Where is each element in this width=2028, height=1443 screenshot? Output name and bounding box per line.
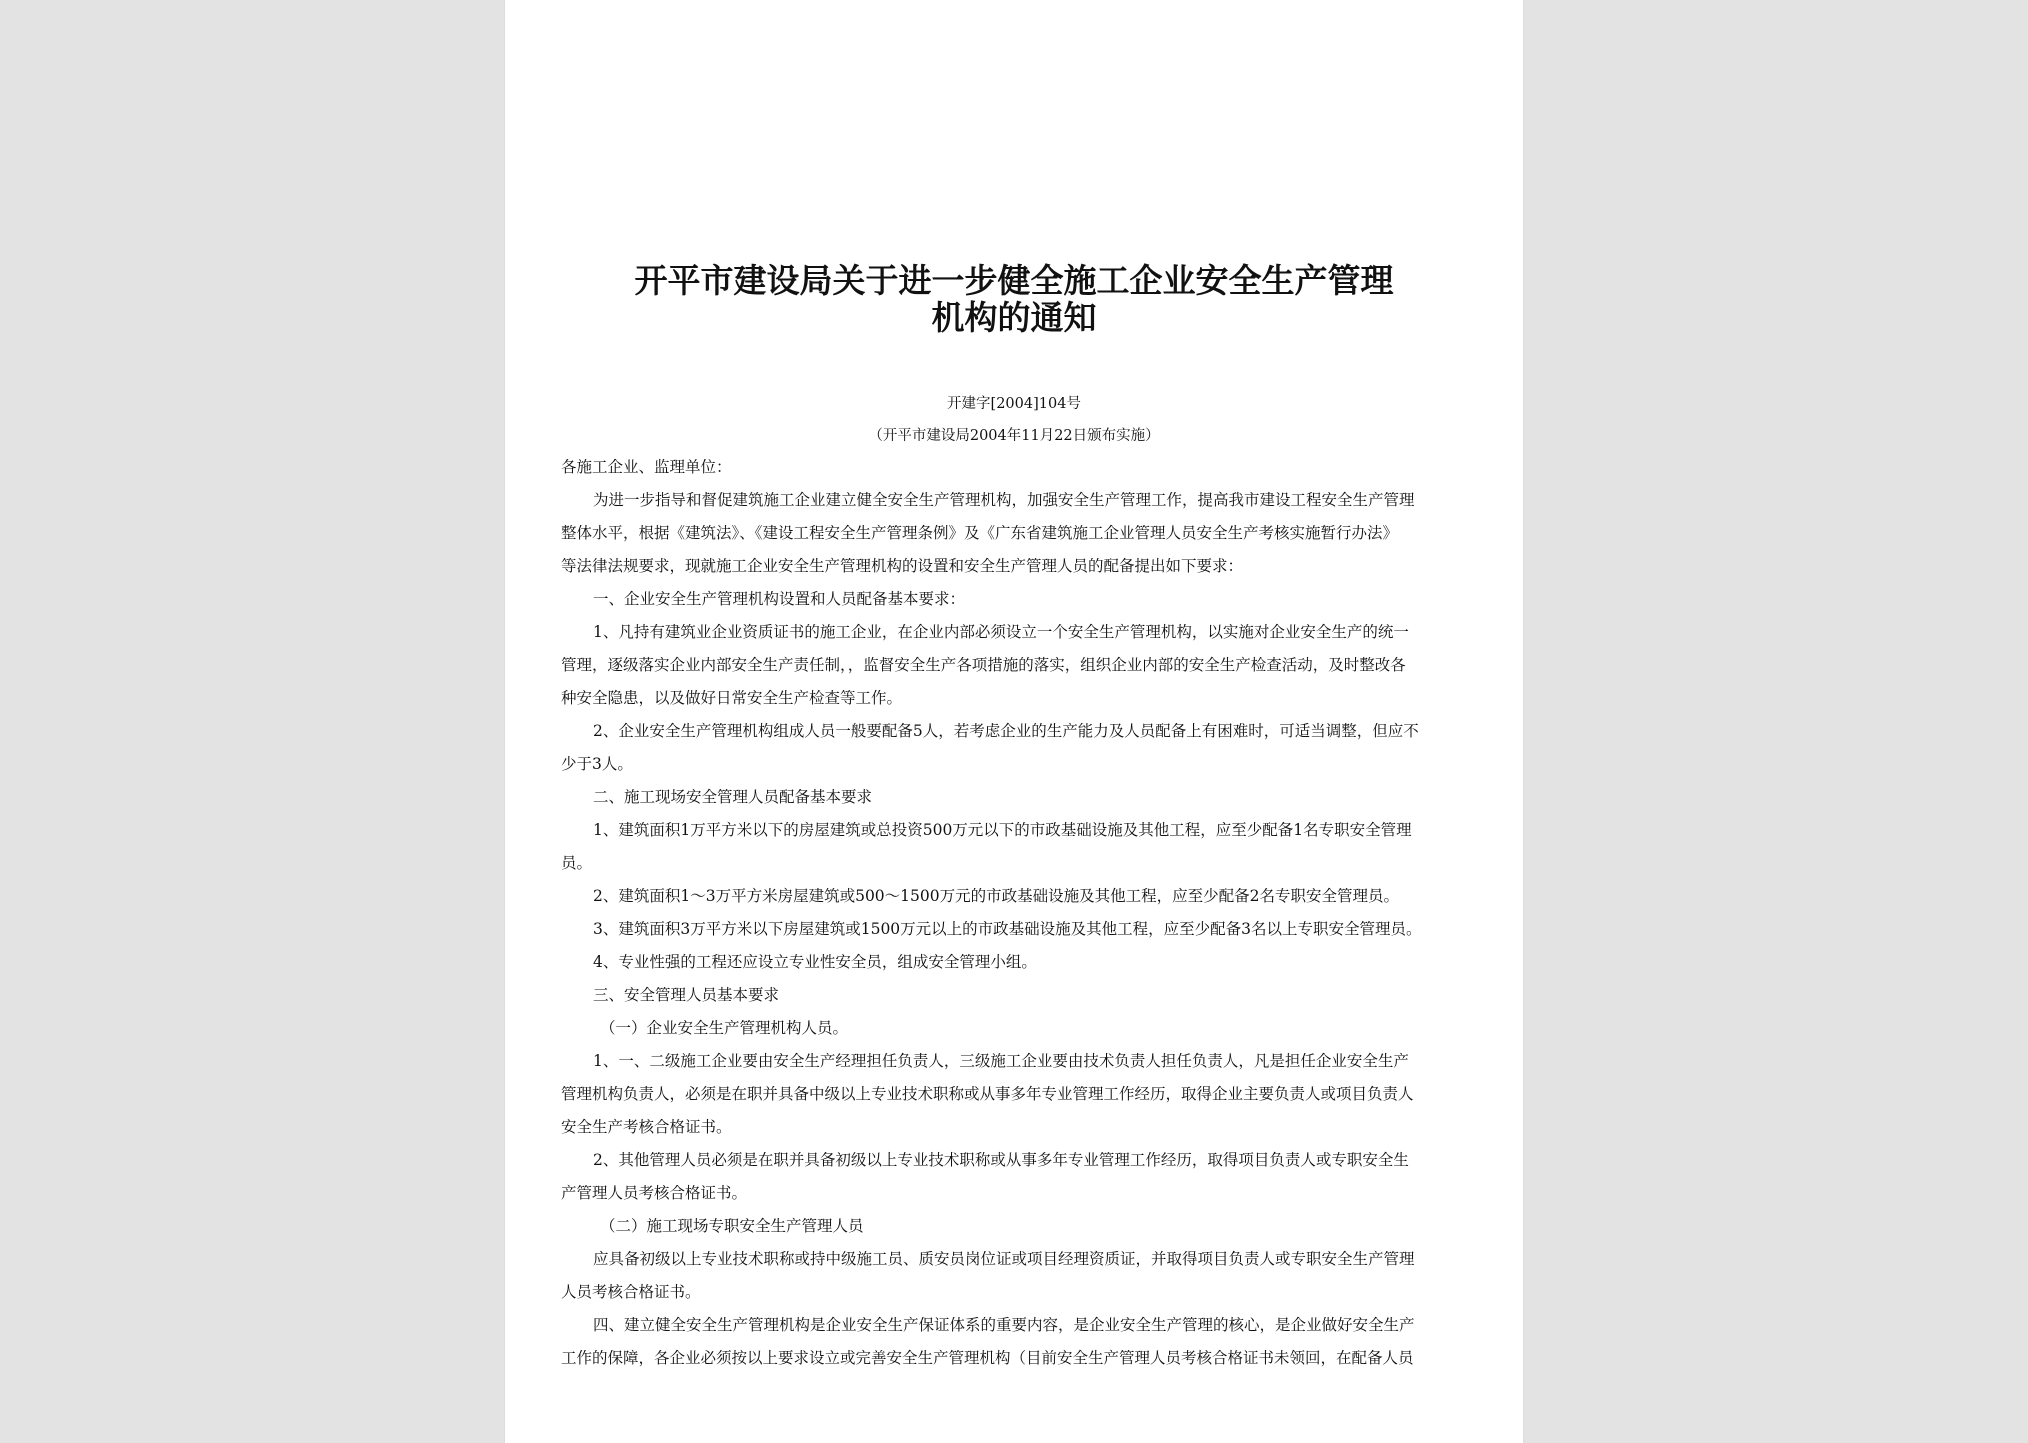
body-line: 1、一、二级施工企业要由安全生产经理担任负责人，三级施工企业要由技术负责人担任负责人，凡是担任企业安全生产 — [593, 1052, 1409, 1070]
body-line: 2、建筑面积1～3万平方米房屋建筑或500～1500万元的市政基础设施及其他工程，应至少配备2名专职安全管理员。 — [593, 887, 1399, 905]
body-line: 4、专业性强的工程还应设立专业性安全员，组成安全管理小组。 — [593, 953, 1037, 971]
body-line: 1、凡持有建筑业企业资质证书的施工企业，在企业内部必须设立一个安全生产管理机构，以实施对企业安全生产的统一 — [593, 623, 1409, 641]
body-line: 产管理人员考核合格证书。 — [561, 1184, 748, 1202]
document-title-line-2: 机构的通知 — [931, 298, 1097, 337]
document-page — [505, 0, 1523, 1443]
body-line: 安全生产考核合格证书。 — [561, 1118, 732, 1136]
body-line: 整体水平，根据《建筑法》、《建设工程安全生产管理条例》及《广东省建筑施工企业管理人员安全生产考核实施暂行办法》 — [561, 524, 1399, 542]
body-line: 为进一步指导和督促建筑施工企业建立健全安全生产管理机构，加强安全生产管理工作，提高我市建设工程安全生产管理 — [593, 491, 1415, 509]
body-line: 工作的保障，各企业必须按以上要求设立或完善安全生产管理机构（目前安全生产管理人员考核合格证书未领回，在配备人员 — [561, 1349, 1414, 1367]
body-line: 2、其他管理人员必须是在职并具备初级以上专业技术职称或从事多年专业管理工作经历，取得项目负责人或专职安全生 — [593, 1151, 1409, 1169]
sub-heading: （一）企业安全生产管理机构人员。 — [600, 1019, 849, 1037]
salutation: 各施工企业、监理单位： — [561, 458, 732, 476]
body-line: 应具备初级以上专业技术职称或持中级施工员、质安员岗位证或项目经理资质证，并取得项目负责人或专职安全生产管理 — [593, 1250, 1415, 1268]
document-number: 开建字[2004]104号 — [947, 396, 1081, 412]
body-line: 少于3人。 — [561, 755, 633, 773]
body-line: 1、建筑面积1万平方米以下的房屋建筑或总投资500万元以下的市政基础设施及其他工程，应至少配备1名专职安全管理 — [593, 821, 1412, 839]
body-line: 3、建筑面积3万平方米以下房屋建筑或1500万元以上的市政基础设施及其他工程，应至少配备3名以上专职安全管理员。 — [593, 920, 1422, 938]
document-title-line-1: 开平市建设局关于进一步健全施工企业安全生产管理 — [634, 261, 1394, 300]
section-heading: 二、施工现场安全管理人员配备基本要求 — [593, 788, 873, 806]
body-line: 管理机构负责人，必须是在职并具备中级以上专业技术职称或从事多年专业管理工作经历，取得企业主要负责人或项目负责人 — [561, 1085, 1414, 1103]
body-line: 管理，逐级落实企业内部安全生产责任制，，监督安全生产各项措施的落实，组织企业内部的安全生产检查活动，及时整改各 — [561, 656, 1406, 674]
sub-heading: （二）施工现场专职安全生产管理人员 — [600, 1217, 864, 1235]
body-line: 等法律法规要求，现就施工企业安全生产管理机构的设置和安全生产管理人员的配备提出如下要求： — [561, 557, 1244, 575]
body-line: 人员考核合格证书。 — [561, 1283, 701, 1301]
section-heading: 三、安全管理人员基本要求 — [593, 986, 780, 1004]
body-line: 种安全隐患，以及做好日常安全生产检查等工作。 — [561, 689, 903, 707]
section-heading: 四、建立健全安全生产管理机构是企业安全生产保证体系的重要内容，是企业安全生产管理的核心，是企业做好安全生产 — [593, 1316, 1415, 1334]
body-line: 2、企业安全生产管理机构组成人员一般要配备5人，若考虑企业的生产能力及人员配备上有困难时，可适当调整，但应不 — [593, 722, 1419, 740]
body-line: 员。 — [561, 854, 593, 872]
issue-note: （开平市建设局2004年11月22日颁布实施） — [868, 428, 1160, 444]
section-heading: 一、企业安全生产管理机构设置和人员配备基本要求： — [593, 590, 966, 608]
